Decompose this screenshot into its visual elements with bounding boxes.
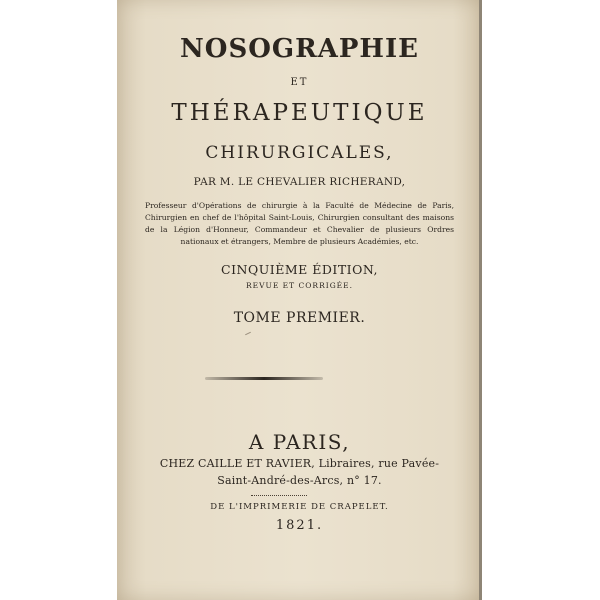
imprint-year: 1821. xyxy=(275,518,324,533)
title-conjunction: ET xyxy=(290,77,309,88)
author-qualifications: Professeur d'Opérations de chirurgie à la Faculté de Médecine de Paris, Chirurgien en chef de l'hôpital Saint-Louis, Chirurgien consultant des maisons de la Légion d'Honneur, Commandeur et Chevalier de plusieurs Ordres nationaux et étrangers, Membre de plusieurs Académies, etc. xyxy=(145,201,454,246)
imprint-city: A PARIS, xyxy=(248,430,351,454)
book-title-line-3: CHIRURGICALES, xyxy=(205,143,394,163)
book-title-line-2: THÉRAPEUTIQUE xyxy=(171,100,428,126)
dotted-divider xyxy=(251,495,307,496)
edition-note: REVUE ET CORRIGÉE. xyxy=(245,281,354,290)
edition-label: CINQUIÈME ÉDITION, xyxy=(221,262,378,277)
imprint-address: Saint-André-des-Arcs, n° 17. xyxy=(217,474,382,487)
book-title: NOSOGRAPHIE xyxy=(180,34,419,64)
ornamental-rule xyxy=(205,377,323,380)
title-page xyxy=(117,0,482,600)
author-byline: PAR M. LE CHEVALIER RICHERAND, xyxy=(193,176,406,188)
imprint-publisher: CHEZ CAILLE ET RAVIER, Libraires, rue Pavée- xyxy=(159,457,440,470)
volume-label: TOME PREMIER. xyxy=(233,310,366,326)
ink-mark xyxy=(245,332,251,335)
imprint-printer: DE L'IMPRIMERIE DE CRAPELET. xyxy=(210,502,389,512)
